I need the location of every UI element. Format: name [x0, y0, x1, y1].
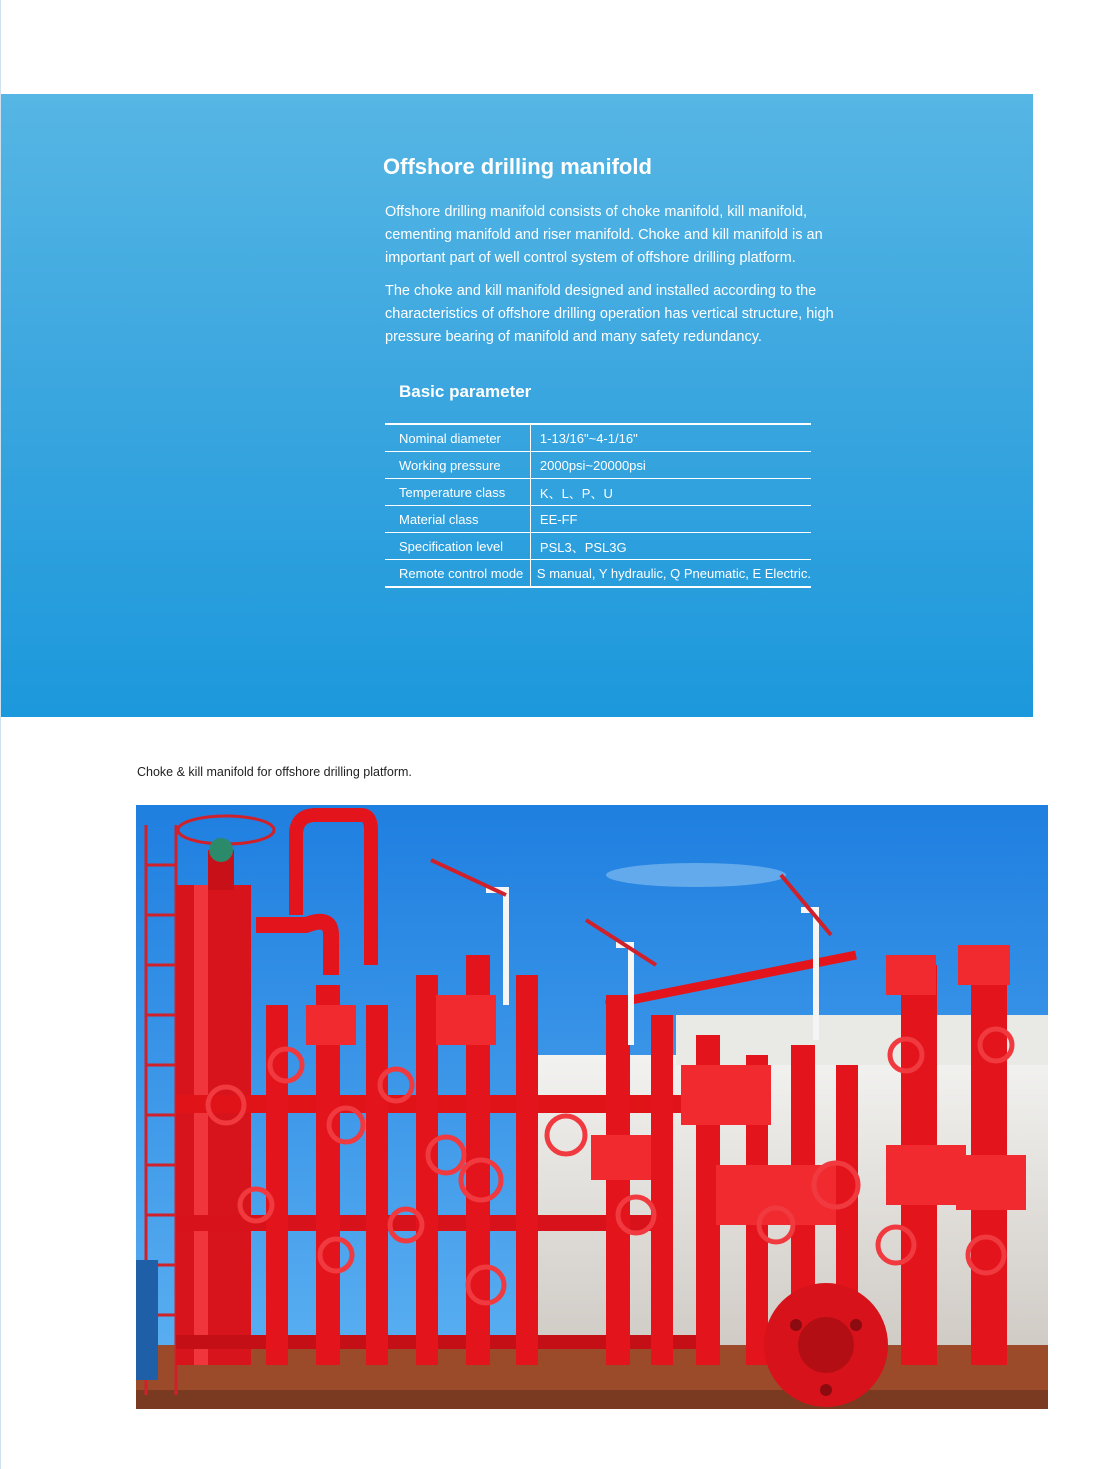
parameter-heading: Basic parameter	[399, 382, 532, 401]
param-label: Nominal diameter	[385, 424, 530, 452]
table-row	[385, 560, 811, 588]
param-value: PSL3、PSL3G	[530, 533, 811, 560]
intro-paragraph-1: Offshore drilling manifold consists of choke manifold, kill manifold, cementing manifold and riser manifold. Choke and kill manifold is an important part of well control system of offshore drilling platform.	[385, 204, 823, 266]
intro-panel	[1, 94, 1033, 717]
param-value: EE-FF	[530, 506, 811, 533]
param-value: S manual, Y hydraulic, Q Pneumatic, E Electric.	[530, 560, 811, 588]
section-title: Offshore drilling manifold	[383, 154, 652, 179]
manifold-photo	[136, 805, 1048, 1409]
param-value: 2000psi~20000psi	[530, 452, 811, 479]
table-row	[385, 479, 811, 506]
photo-caption: Choke & kill manifold for offshore drilling platform.	[137, 765, 412, 779]
table-row	[385, 506, 811, 533]
param-label: Specification level	[385, 533, 530, 560]
param-label: Temperature class	[385, 479, 530, 506]
intro-paragraph-2: The choke and kill manifold designed and installed according to the characteristics of offshore drilling operation has vertical structure, high pressure bearing of manifold and many safety redundancy.	[385, 283, 834, 345]
param-label: Material class	[385, 506, 530, 533]
param-value: 1-13/16"~4-1/16"	[530, 424, 811, 452]
table-row	[385, 533, 811, 560]
table-row	[385, 452, 811, 479]
table-row	[385, 424, 811, 452]
param-label: Working pressure	[385, 452, 530, 479]
param-value: K、L、P、U	[530, 479, 811, 506]
parameter-table	[385, 423, 811, 588]
param-label: Remote control mode	[385, 560, 530, 588]
